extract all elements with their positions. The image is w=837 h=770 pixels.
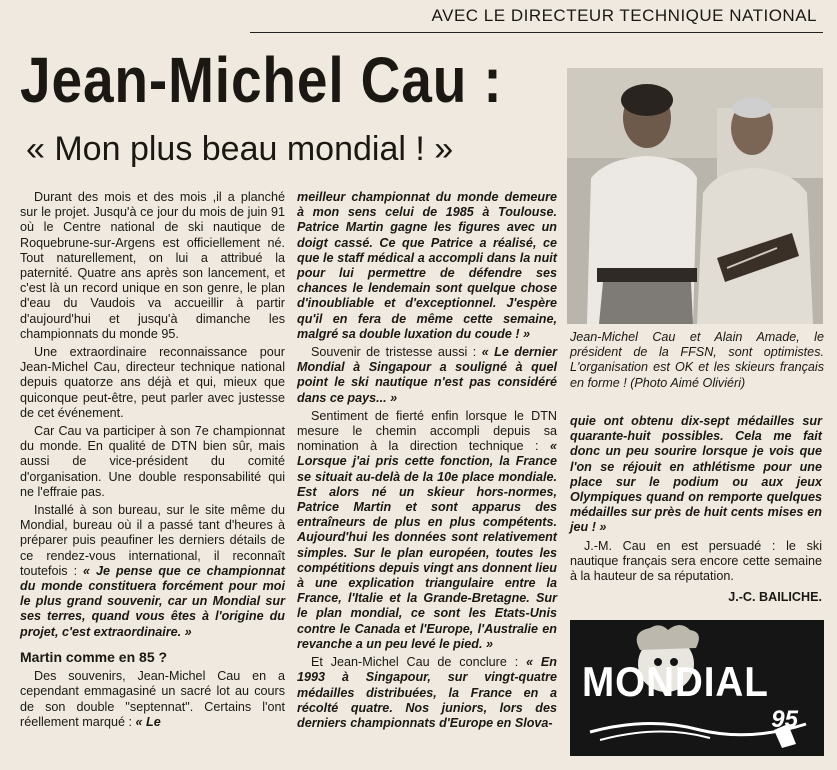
paragraph-text: Et Jean-Michel Cau de conclure : xyxy=(311,655,527,670)
section-title: Martin comme en 85 ? xyxy=(20,648,168,665)
paragraph xyxy=(297,409,557,652)
photo-illustration xyxy=(567,68,823,324)
quote-paragraph: meilleur championnat du monde demeure à mon sens celui de 1985 à Toulouse. Patrice Martin gagne les figures avec un doigt cassé. Ce que Patrice a réalisé, ce que le staff médical a accompli dans la nuit pour lui permettre de défendre ses chances le lendemain sont quelque chose d'inoubliable et d'exceptionnel. J'espère qu'il en fera de même cette semaine, malgré sa double luxation du coude ! » xyxy=(297,190,557,341)
logo-year: 95 xyxy=(771,706,798,733)
article-photo xyxy=(567,68,823,324)
paragraph xyxy=(297,655,557,731)
quote-paragraph: quie ont obtenu dix-sept médailles sur quarante-huit possibles. Cela me fait donc un peu sourire lorsque je vois que l'on se réjouit en athlétisme pour une place sur le podium ou aux jeux Olympiques quand on remporte quelques médailles sur près de huit cents mises en jeu ! » xyxy=(570,414,822,535)
paragraph-text: Des souvenirs, Jean-Michel Cau en a cependant emmagasiné un sacré lot au cours de son double "septennat". Certains l'ont réellement marqué : xyxy=(20,669,285,729)
paragraph-text: Installé à son bureau, sur le site même du Mondial, bureau où il a passé tant d'heures à préparer puis peaufiner les derniers détails de ce rendez-vous international, il reconnaît toutefois : xyxy=(20,503,285,578)
quote-text: « Lorsque j'ai pris cette fonction, la France se situait au-delà de la 10e place mondiale. Est alors né un skieur hors-normes, Patrice Martin et sont apparus des entraîneurs de plus en plus compétents. Aujourd'hui les données sont relativement simples. Sur le plan européen, toutes les compétitions depuis vingt ans donnent lieu à une explication triangulaire entre la France, l'Italie et la Grande-Bretagne. Sur le plan mondial, ce sont les Etats-Unis contre le Canada et l'Europe, l'Australie en revanche a un peu levé le pied. » xyxy=(297,439,557,651)
paragraph xyxy=(297,345,557,406)
paragraph: J.-M. Cau en est persuadé : le ski nautique français sera encore cette semaine à la hauteur de sa réputation. xyxy=(570,538,822,584)
kicker-rule xyxy=(250,32,823,33)
paragraph xyxy=(20,669,285,730)
paragraph-text: Souvenir de tristesse aussi : xyxy=(311,345,482,360)
paragraph-text: Sentiment de fierté enfin lorsque le DTN mesure le chemin accompli depuis sa nomination à la direction technique : xyxy=(297,408,557,454)
photo-caption: Jean-Michel Cau et Alain Amade, le président de la FFSN, sont optimistes. L'organisation est OK et les skieurs français en forme ! (Photo Aimé Oliviéri) xyxy=(570,330,824,390)
article-column-1 xyxy=(20,190,285,733)
article-column-2 xyxy=(297,190,557,734)
paragraph: Une extraordinaire reconnaissance pour Jean-Michel Cau, directeur technique national depuis quatorze ans déjà et qui, mieux que quiconque peut-être, peut parler avec justesse de cet événement. xyxy=(20,345,285,420)
quote-text: « Le dernier Mondial à Singapour a souligné à quel point le ski nautique n'est pas considéré dans ce pays... » xyxy=(297,345,557,405)
paragraph xyxy=(20,503,285,640)
mondial-logo xyxy=(570,620,824,756)
quote-text: « Le xyxy=(135,714,161,729)
quote-text: « Je pense que ce championnat du monde constituera forcément pour moi le plus grand souvenir, car un Mondial sur ses terres, quand vous êtes à l'origine du projet, c'est extraordinaire. » xyxy=(20,563,285,639)
author-byline: J.-C. BAILICHE. xyxy=(728,590,822,605)
article-headline: Jean-Michel Cau : xyxy=(20,44,503,116)
article-column-3 xyxy=(570,414,822,605)
article-subheadline: « Mon plus beau mondial ! » xyxy=(26,130,454,168)
paragraph: Car Cau va participer à son 7e championnat du monde. En qualité de DTN bien sûr, mais aussi de vice-président du comité d'organisation. Une double responsabilité qui ne l'effraie pas. xyxy=(20,424,285,499)
section-kicker: AVEC LE DIRECTEUR TECHNIQUE NATIONAL xyxy=(431,6,817,25)
paragraph: Durant des mois et des mois ,il a planché sur le projet. Jusqu'à ce jour du mois de juin 91 où le Centre national de ski nautique de Roquebrune-sur-Argens est officiellement né. Tout naturellement, on lui a attribué la paternité. Quatre ans après son lancement, et c'est là un record unique en son genre, le plan d'eau du Vaudois va accueillir à partir d'aujourd'hui et jusqu'à dimanche les championnats du monde 95. xyxy=(20,190,285,341)
logo-wordmark: MONDIAL xyxy=(582,658,769,705)
quote-text: « En 1993 à Singapour, sur vingt-quatre médailles distribuées, la France en a récolté quatre. Nos juniors, lors des derniers championnats d'Europe en Slova- xyxy=(297,655,557,730)
